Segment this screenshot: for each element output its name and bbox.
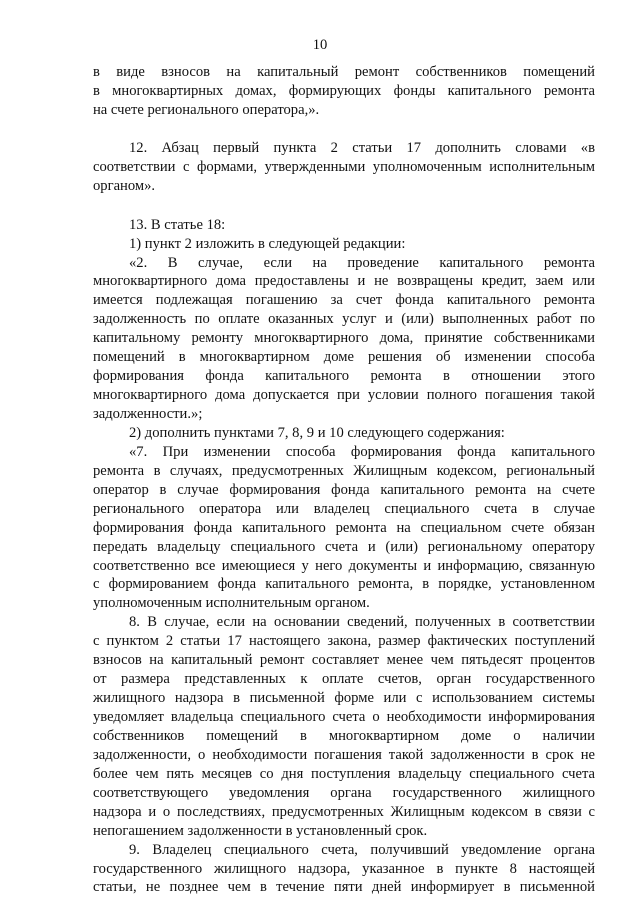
paragraph-gap bbox=[93, 120, 595, 140]
text-line: многоквартирного дома предоставлены и не возвращены кредит, заем или bbox=[93, 273, 595, 290]
text-line: статьи, не позднее чем в течение пяти дней информирует в письменной bbox=[93, 879, 595, 896]
text-block bbox=[93, 216, 595, 898]
text-line: ремонта в случаях, предусмотренных Жилищным кодексом, региональный bbox=[93, 462, 595, 479]
text-line: уведомляет владельца специального счета о необходимости информирования bbox=[93, 709, 595, 725]
text-line: формирования фонда капитального ремонта на специальном счете обязан bbox=[93, 519, 595, 536]
text-block bbox=[93, 139, 595, 196]
text-line: уполномоченным исполнительным органом. bbox=[93, 595, 370, 612]
text-line: в виде взносов на капитальный ремонт собственников помещений bbox=[93, 64, 595, 80]
text-line: государственного жилищного надзора, указанное в пункте 8 настоящей bbox=[93, 860, 595, 877]
text-line: соответствующего уведомления органа государственного жилищного bbox=[93, 784, 595, 801]
text-line: регионального оператора или владелец специального счета в случае bbox=[93, 500, 595, 517]
text-line: имеется подлежащая погашению за счет фонда капитального ремонта bbox=[93, 292, 595, 309]
text-line: 8. В случае, если на основании сведений, полученных в соответствии bbox=[129, 614, 595, 631]
text-line: соответствии с формами, утвержденными уполномоченным исполнительным bbox=[93, 159, 595, 176]
text-line: задолженность по оплате оказанных услуг и (или) выполненных работ по bbox=[93, 311, 595, 328]
text-line: от размера представленных к оплате счетов, орган государственного bbox=[93, 671, 595, 688]
text-line: более чем пять месяцев со дня поступления владельцу специального счета bbox=[93, 765, 595, 782]
text-line: «2. В случае, если на проведение капитального ремонта bbox=[129, 254, 595, 271]
text-line: в многоквартирных домах, формирующих фонды капитального ремонта bbox=[93, 82, 595, 99]
text-line: соответственно все имеющиеся у него документы и информацию, связанную bbox=[93, 557, 595, 574]
text-line: с формированием фонда капитального ремонта, в порядке, установленном bbox=[93, 576, 595, 593]
text-line: 2) дополнить пунктами 7, 8, 9 и 10 следующего содержания: bbox=[129, 424, 505, 441]
page-number: 10 bbox=[312, 37, 328, 53]
text-line: непогашением задолженности в установленный срок. bbox=[93, 822, 428, 839]
text-line: задолженности, о необходимости погашения такой задолженности в срок не bbox=[93, 746, 595, 763]
text-line: 9. Владелец специального счета, получивший уведомление органа bbox=[129, 841, 595, 858]
text-line: жилищного надзора в письменной форме или с использованием системы bbox=[93, 690, 595, 707]
text-line: собственников помещений в многоквартирном доме о наличии bbox=[93, 727, 595, 744]
text-line: передать владельцу специального счета и (или) региональному оператору bbox=[93, 538, 595, 555]
text-line: задолженности.»; bbox=[93, 406, 203, 422]
text-line: помещений в многоквартирном доме решения об изменении способа bbox=[93, 349, 595, 366]
text-line: оператор в случае формирования фонда капитального ремонта на счете bbox=[93, 481, 595, 498]
text-line: 1) пункт 2 изложить в следующей редакции: bbox=[129, 235, 406, 252]
text-line: формирования фонда капитального ремонта в отношении этого bbox=[93, 368, 595, 385]
paragraph-gap bbox=[93, 196, 595, 216]
text-line: на счете регионального оператора,». bbox=[93, 101, 320, 118]
text-line: 12. Абзац первый пункта 2 статьи 17 дополнить словами «в bbox=[129, 140, 595, 157]
text-block bbox=[93, 63, 595, 120]
text-line: 13. В статье 18: bbox=[129, 216, 226, 233]
text-line: с пунктом 2 статьи 17 настоящего закона, размер фактических поступлений bbox=[93, 633, 595, 650]
text-line: капитальному ремонту многоквартирного дома, принятие собственниками bbox=[93, 330, 595, 347]
text-line: многоквартирного дома допускается при условии полного погашения такой bbox=[93, 387, 595, 404]
text-line: «7. При изменении способа формирования фонда капитального bbox=[129, 443, 595, 460]
text-line: надзора и о последствиях, предусмотренных Жилищным кодексом в связи с bbox=[93, 803, 595, 820]
document-body bbox=[93, 63, 595, 897]
text-line: органом». bbox=[93, 178, 156, 195]
text-line: взносов на капитальный ремонт составляет менее чем пятьдесят процентов bbox=[93, 652, 595, 669]
